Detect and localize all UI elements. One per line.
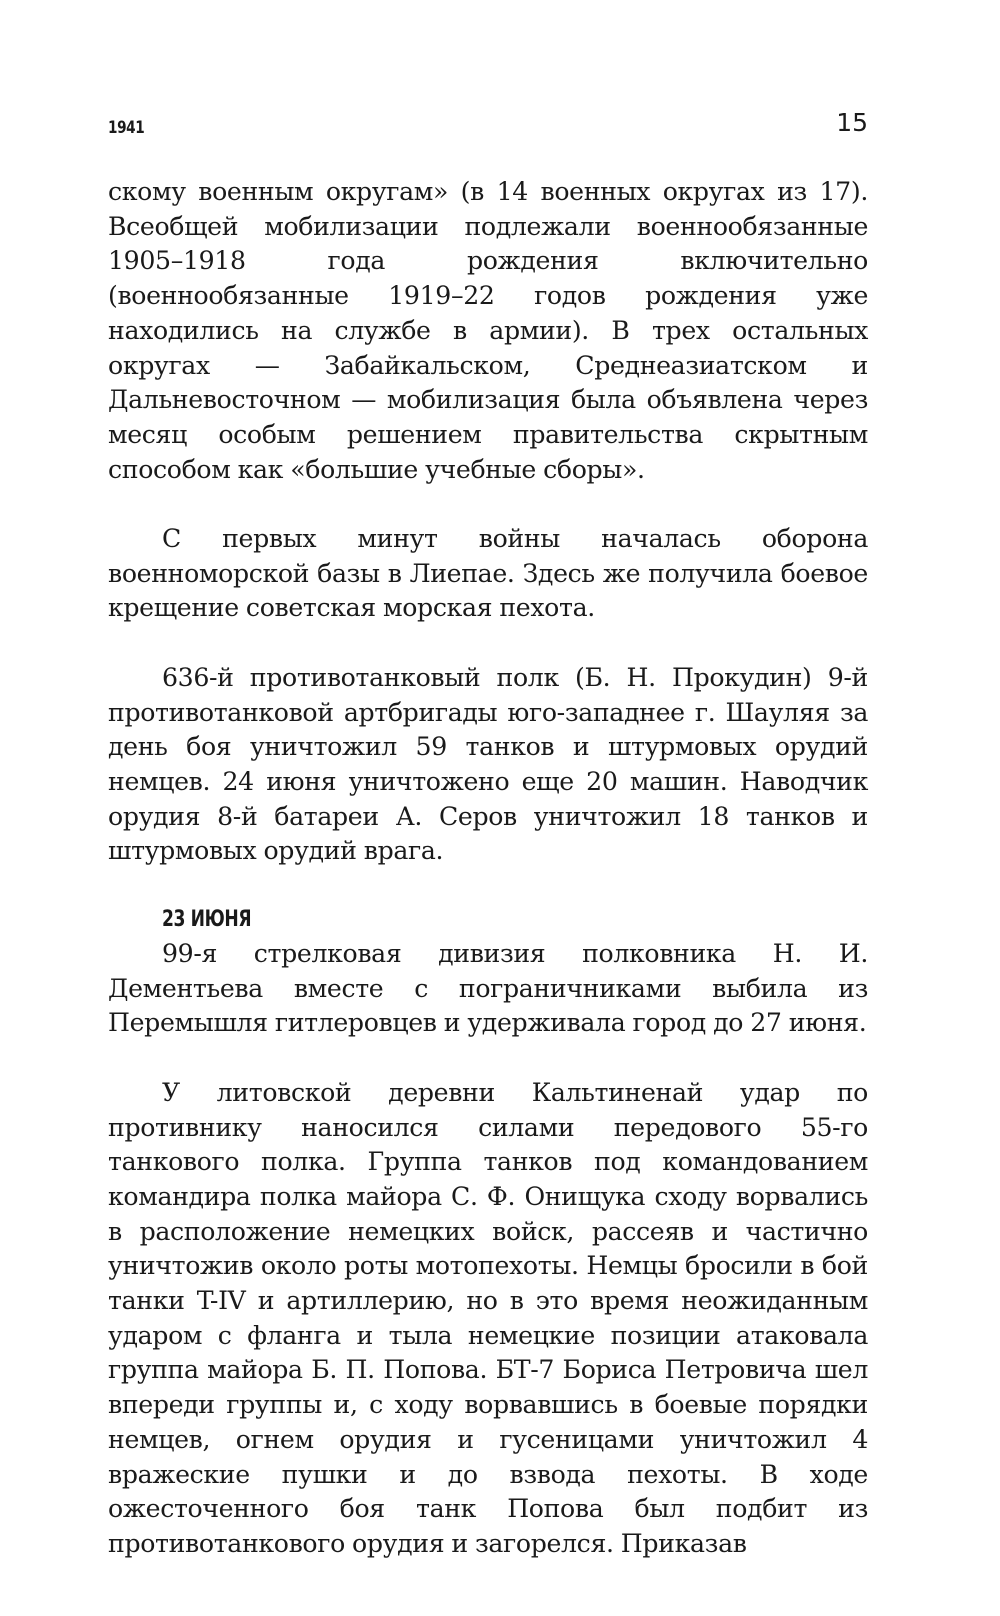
running-head [108,108,868,148]
page-number: 15 [836,108,868,137]
body-text [108,175,868,1562]
section-heading [108,903,868,937]
paragraph-przemysl: 99-я стрелковая дивизия полковника Н. И. Дементьева вместе с пограничниками выбила из Перемышля гитлеровцев и удерживала город до 27 июня. [108,939,868,1038]
paragraph-liepaja: С первых минут войны началась оборона военноморской базы в Лиепае. Здесь же получила боевое крещение советская морская пехота. [108,524,868,623]
running-title: 1941 [108,118,145,138]
paragraph-antitank-regiment: 636-й противотанковый полк (Б. Н. Прокудин) 9-й противотанковой артбригады юго-западнее г. Шауляя за день боя уничтожил 59 танков и штурмовых орудий немцев. 24 июня уничтожено еще 20 машин. Наводчик орудия 8-й батареи А. Серов уничтожил 18 танков и штурмовых орудий врага. [108,662,868,866]
paragraph-continuation: скому военным округам» (в 14 военных округах из 17). Всеобщей мобилизации подлежали военнообязанные 1905–1918 года рождения включительно (военнообязанные 1919–22 годов рождения уже находились на службе в армии). В трех остальных округах — Забайкальском, Среднеазиатском и Дальневосточном — мобилизация была объявлена через месяц особым решением правительства скрытным способом как «большие учебные сборы». [108,177,868,484]
paragraph-kaltinenai: У литовской деревни Кальтиненай удар по противнику наносился силами передового 55-го танкового полка. Группа танков под командованием командира полка майора С. Ф. Онищука сходу ворвались в расположение немецких войск, рассеяв и частично уничтожив около роты мотопехоты. Немцы бросили в бой танки T-IV и артиллерию, но в это время неожиданным ударом с фланга и тыла немецкие позиции атаковала группа майора Б. П. Попова. БТ-7 Бориса Петровича шел впереди группы и, с ходу ворвавшись в боевые порядки немцев, огнем орудия и гусеницами уничтожил 4 вражеские пушки и до взвода пехоты. В ходе ожесточенного боя танк Попова был подбит из противотанкового орудия и загорелся. Приказав [108,1077,868,1558]
section-heading-text: 23 ИЮНЯ [162,907,252,933]
book-page [108,0,868,1616]
